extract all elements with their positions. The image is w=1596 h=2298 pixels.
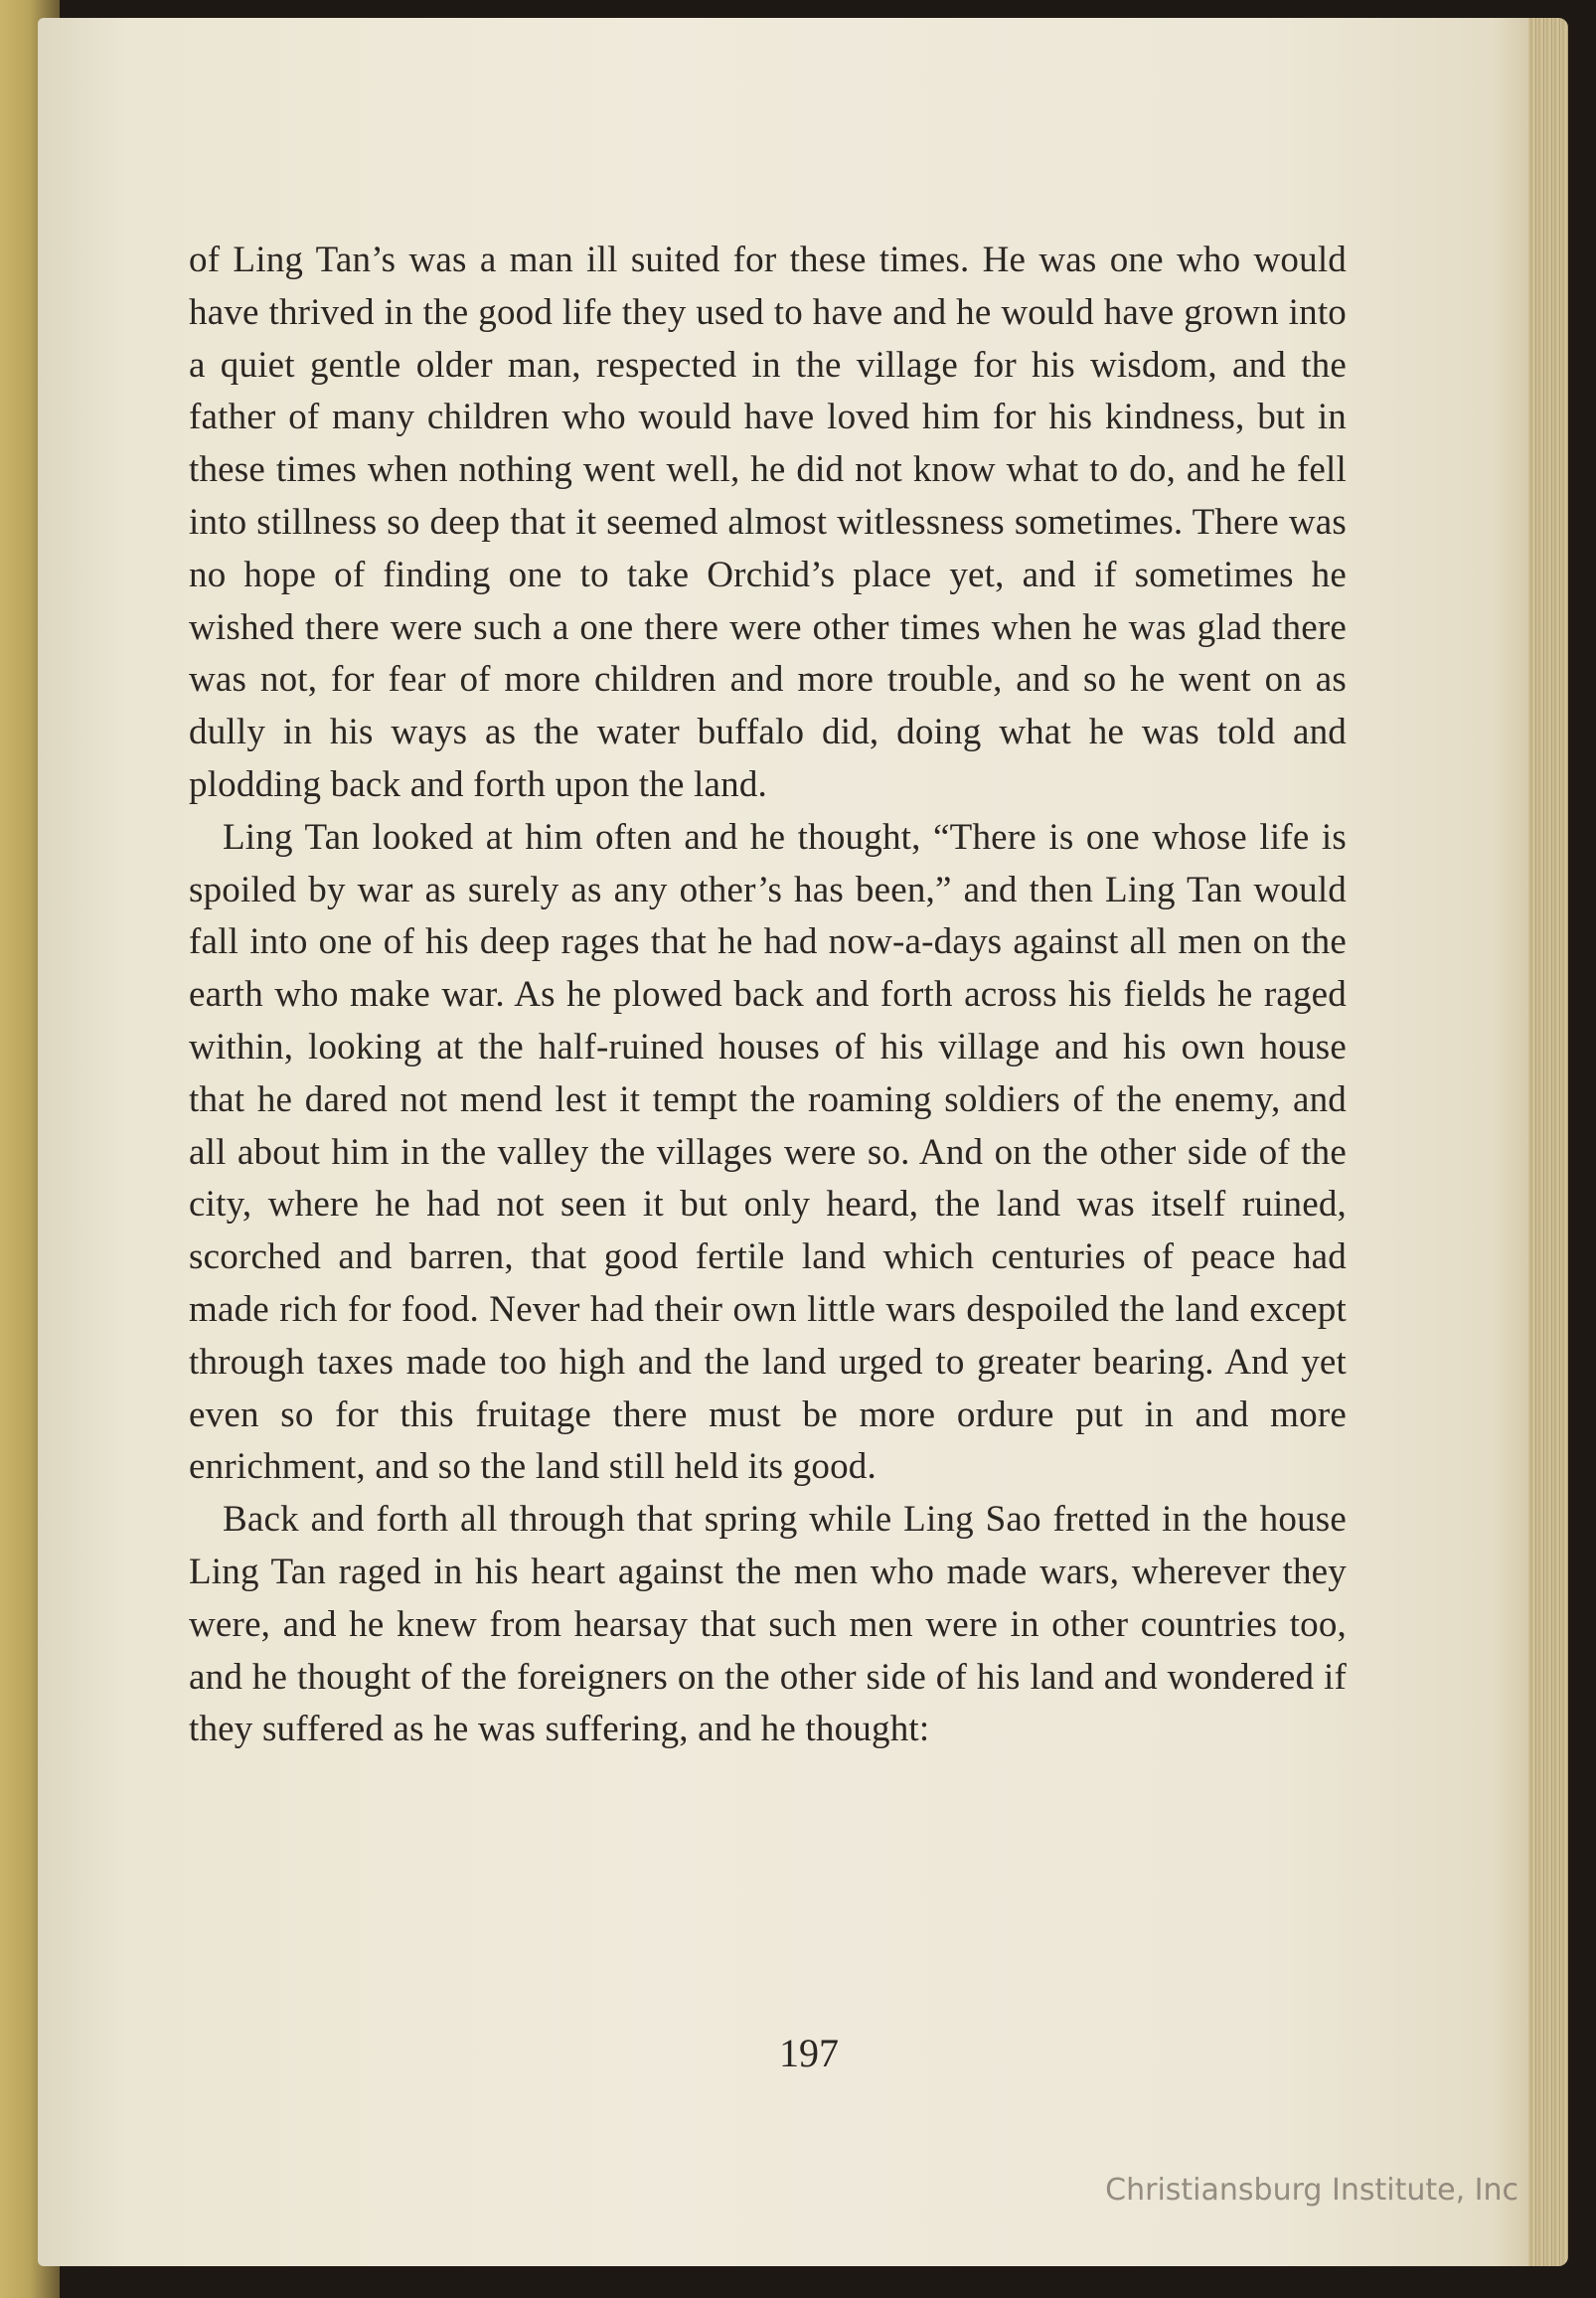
watermark: Christiansburg Institute, Inc — [1105, 2173, 1518, 2208]
paragraph-1: of Ling Tan’s was a man ill suited for these times. He was one who would have thrived in the good life they used to have and he would have grown into a quiet gentle older man, respected in the village for his wisdom, and the father of many children who would have loved him for his kindness, but in these times when nothing went well, he did not know what to do, and he fell into stillness so deep that it seemed almost witlessness sometimes. There was no hope of finding one to take Orchid’s place yet, and if sometimes he wished there were such a one there were other times when he was glad there was not, for fear of more children and more trouble, and so he went on as dully in his ways as the water buffalo did, doing what he was told and plodding back and forth upon the land. — [189, 240, 1347, 805]
page-number: 197 — [779, 2031, 839, 2075]
paragraph-3: Back and forth all through that spring while Ling Sao fretted in the house Ling Tan raged in his heart against the men who made wars, wherever they were, and he knew from hearsay that such men were in other countries too, and he thought of the foreigners on the other side of his land and wondered if they suffered as he was suffering, and he thought: — [189, 1499, 1347, 1750]
body-text — [189, 235, 1347, 1756]
page-edges — [1528, 18, 1568, 2266]
paragraph-2: Ling Tan looked at him often and he thought, “There is one whose life is spoiled by war as surely as any other’s has been,” and then Ling Tan would fall into one of his deep rages that he had now-a-days against all men on the earth who make war. As he plowed back and forth across his fields he raged within, looking at the half-ruined houses of his village and his own house that he dared not mend lest it tempt the roaming soldiers of the enemy, and all about him in the valley the villages were so. And on the other side of the city, where he had not seen it but only heard, the land was itself ruined, scorched and barren, that good fertile land which centuries of peace had made rich for food. Never had their own little wars despoiled the land except through taxes made too high and the land urged to greater bearing. And yet even so for this fruitage there must be more ordure put in and more enrichment, and so the land still held its good. — [189, 816, 1347, 1488]
book-page — [38, 18, 1568, 2266]
